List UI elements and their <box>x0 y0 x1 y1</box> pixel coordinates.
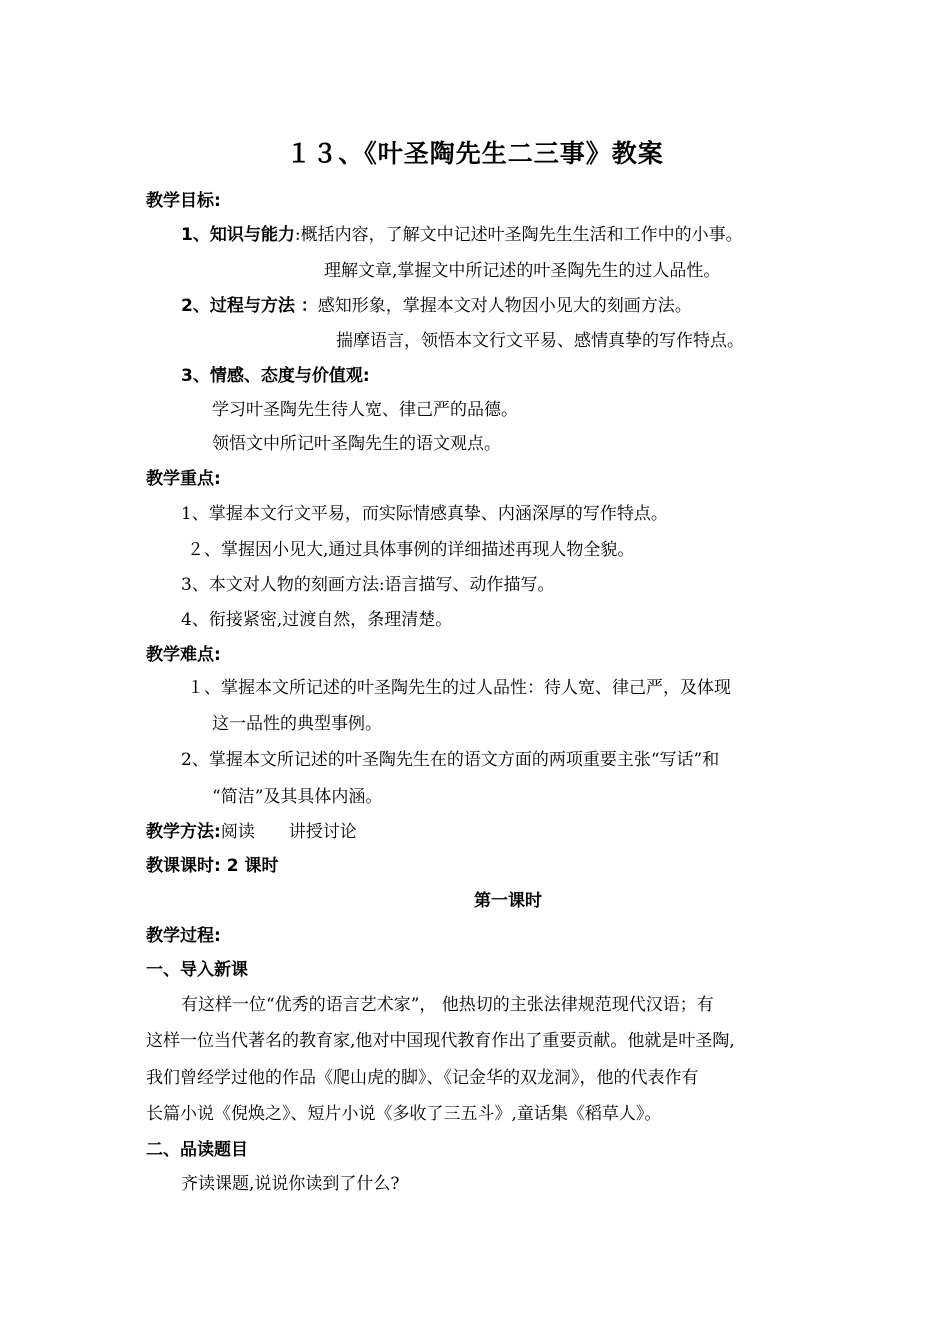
objective-emotion-text-2: 领悟文中所记叶圣陶先生的语文观点。 <box>212 434 501 454</box>
process-heading: 教学过程: <box>146 926 221 946</box>
objective-knowledge-text-2: 理解文章,掌握文中所记述的叶圣陶先生的过人品性。 <box>324 261 721 281</box>
difficulty-item-2-line-2: “简洁”及其具体内涵。 <box>212 787 383 807</box>
objective-process-text-2: 揣摩语言，领悟本文行文平易、感情真挚的写作特点。 <box>336 331 744 351</box>
difficulties-heading: 教学难点: <box>146 645 221 665</box>
objective-emotion-text-1: 学习叶圣陶先生待人宽、律己严的品德。 <box>212 400 518 420</box>
key-point-item: ２、掌握因小见大,通过具体事例的详细描述再现人物全貌。 <box>187 540 635 560</box>
teaching-method-label: 教学方法: <box>146 822 221 842</box>
key-point-item: 3、本文对人物的刻画方法:语言描写、动作描写。 <box>181 575 555 595</box>
difficulty-item-2-line-1: 2、掌握本文所记述的叶圣陶先生在的语文方面的两项重要主张“写话”和 <box>181 750 720 770</box>
objective-emotion-label: 3、情感、态度与价值观: <box>181 366 370 386</box>
objectives-heading: 教学目标: <box>146 191 221 211</box>
teaching-method-text: 阅读 讲授讨论 <box>220 822 357 842</box>
key-points-heading: 教学重点: <box>146 469 221 489</box>
objective-knowledge <box>181 224 743 246</box>
section-2-heading: 二、品读题目 <box>146 1140 248 1160</box>
document-title: １３、《叶圣陶先生二三事》教案 <box>286 139 664 168</box>
objective-process-text: 感知形象，掌握本文对人物因小见大的刻画方法。 <box>317 296 692 316</box>
section-2-paragraph-line: 齐读课题,说说你读到了什么? <box>181 1174 400 1194</box>
objective-process-label: 2、过程与方法 ： <box>181 296 318 316</box>
difficulty-item-1-line-2: 这一品性的典型事例。 <box>212 714 382 734</box>
objective-knowledge-label: 1、知识与能力 <box>181 225 295 245</box>
section-1-paragraph-line: 有这样一位“优秀的语言艺术家”， 他热切的主张法律规范现代汉语；有 <box>181 995 714 1015</box>
section-1-paragraph-line: 这样一位当代著名的教育家,他对中国现代教育作出了重要贡献。他就是叶圣陶, <box>146 1031 735 1051</box>
key-point-item: 1、掌握本文行文平易，而实际情感真挚、内涵深厚的写作特点。 <box>181 504 668 524</box>
lesson-title: 第一课时 <box>474 891 542 911</box>
difficulty-item-1-line-1: １、掌握本文所记述的叶圣陶先生的过人品性：待人宽、律己严，及体现 <box>187 678 731 698</box>
class-hours: 教课课时: 2 课时 <box>146 856 279 876</box>
section-1-paragraph-line: 我们曾经学过他的作品《爬山虎的脚》、《记金华的双龙洞》，他的代表作有 <box>146 1068 699 1088</box>
teaching-method <box>146 821 357 843</box>
key-point-item: 4、衔接紧密,过渡自然，条理清楚。 <box>181 610 453 630</box>
section-1-paragraph-line: 长篇小说《倪焕之》、短片小说《多收了三五斗》,童话集《稻草人》。 <box>146 1104 662 1124</box>
section-1-heading: 一、导入新课 <box>146 960 248 980</box>
objective-knowledge-text: :概括内容，了解文中记述叶圣陶先生生活和工作中的小事。 <box>294 225 743 245</box>
objective-process <box>181 295 692 317</box>
